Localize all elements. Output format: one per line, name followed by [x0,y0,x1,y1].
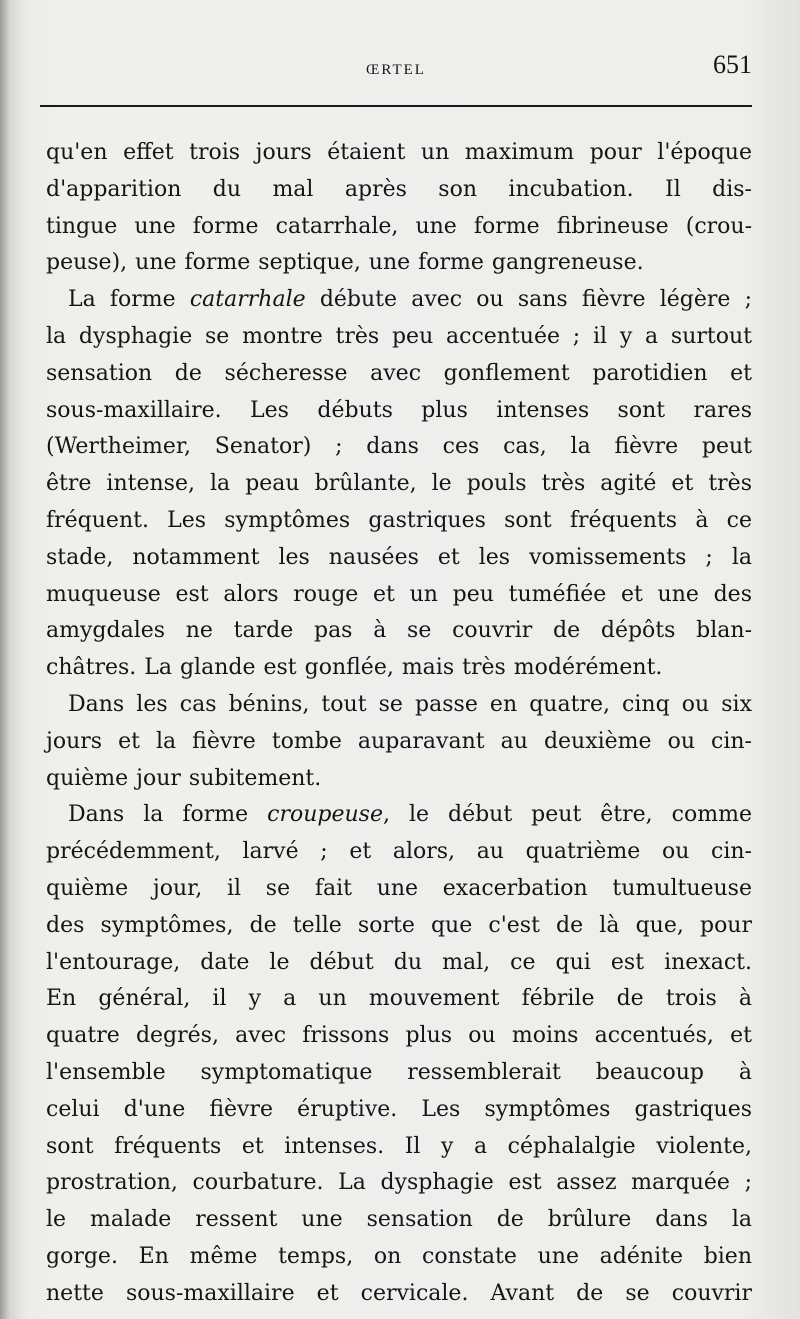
text-line: (Wertheimer, Senator) ; dans ces cas, la fièvre peut [46,434,752,460]
text-line: nette sous-maxillaire et cervicale. Avant de se couvrir [46,1280,752,1306]
text-line [46,797,752,834]
running-head [40,50,752,90]
text-run: débute avec ou sans fièvre légère ; [305,287,752,313]
text-run: La forme [68,287,190,313]
text-line: précédemment, larvé ; et alors, au quatrième ou cin- [46,839,752,865]
body-text [46,135,752,1313]
text-line: qu'en effet trois jours étaient un maximum pour l'époque [46,140,752,165]
text-line: prostration, courbature. La dysphagie est assez marquée ; [46,1170,752,1196]
text-line: jours et la fièvre tombe auparavant au deuxième ou cin- [46,728,752,754]
page-number: 651 [713,50,752,79]
italic-term: catarrhale [189,287,306,313]
text-line: le malade ressent une sensation de brûlure dans la [46,1207,752,1233]
text-line: quième jour subitement. [46,765,322,791]
text-line: muqueuse est alors rouge et un peu tuméfiée et une des [46,581,752,607]
text-line: l'ensemble symptomatique ressemblerait beaucoup à [46,1059,752,1085]
text-line: fréquent. Les symptômes gastriques sont fréquents à ce [46,507,752,533]
text-line: la dysphagie se montre très peu accentuée ; il y a surtout [46,323,752,349]
text-line: En général, il y a un mouvement fébrile de trois à [46,986,752,1012]
text-line: sont fréquents et intenses. Il y a céphalalgie violente, [46,1133,752,1159]
text-run: , le début peut être, comme [382,802,752,828]
text-line: amygdales ne tarde pas à se couvrir de dépôts blan- [46,618,752,644]
text-line: sous-maxillaire. Les débuts plus intenses sont rares [46,397,752,423]
text-line [46,282,752,319]
italic-term: croupeuse [267,802,383,828]
header-rule [40,105,752,107]
text-line: des symptômes, de telle sorte que c'est de là que, pour [46,912,752,938]
text-line: Dans les cas bénins, tout se passe en quatre, cinq ou six [68,691,752,717]
text-line: stade, notamment les nausées et les vomissements ; la [46,544,752,570]
text-line: gorge. En même temps, on constate une adénite bien [46,1243,752,1269]
text-line: être intense, la peau brûlante, le pouls très agité et très [46,471,752,497]
text-line: quième jour, il se fait une exacerbation tumultueuse [46,875,752,901]
text-line: l'entourage, date le début du mal, ce qui est inexact. [46,949,752,975]
running-title: ŒRTEL [366,62,426,78]
text-line: quatre degrés, avec frissons plus ou moins accentués, et [46,1023,752,1049]
text-line: tingue une forme catarrhale, une forme fibrineuse (crou- [46,213,752,239]
text-line: châtres. La glande est gonflée, mais très modérément. [46,655,663,681]
text-line: d'apparition du mal après son incubation. Il dis- [46,176,752,202]
text-line: celui d'une fièvre éruptive. Les symptômes gastriques [46,1096,752,1122]
text-line: peuse), une forme septique, une forme gangreneuse. [46,250,644,276]
text-run: Dans la forme [68,802,268,828]
text-line: sensation de sécheresse avec gonflement parotidien et [46,360,752,386]
